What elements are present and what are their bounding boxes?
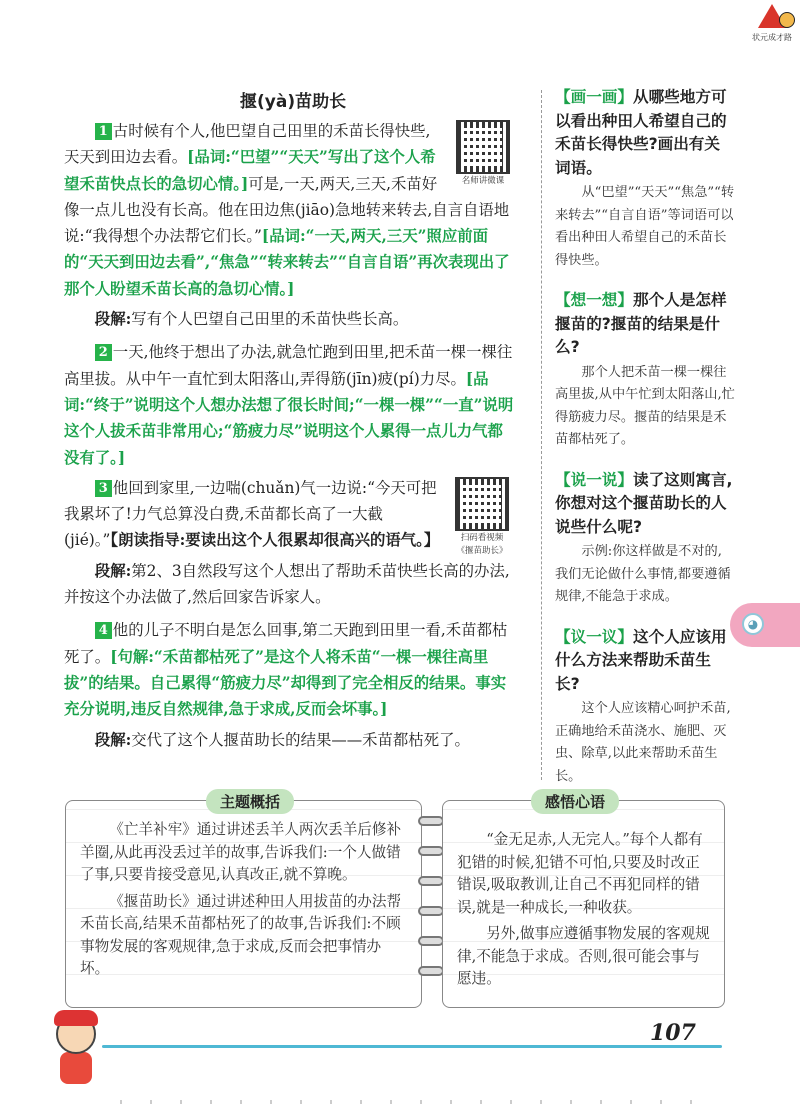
sidebar-tag: 【画一画】 [555, 88, 633, 106]
box-paragraph: “金无足赤,人无完人。”每个人都有犯错的时候,犯错不可怕,只要及时改正错误,吸取教训,让自己不再犯同样的错误,就是一种成长,一种收获。 [457, 831, 703, 916]
summary-label: 段解: [94, 561, 132, 580]
paragraph-4 [64, 617, 518, 722]
paragraph-2 [64, 339, 518, 470]
paragraph-number: 1 [95, 123, 112, 140]
qr-caption-1: 名师讲微课 [461, 176, 505, 186]
ring-icon [418, 846, 444, 856]
sidebar-item-draw [555, 86, 735, 272]
sentence-analysis-note: [句解:“禾苗都枯死了”是这个人将禾苗“一棵一棵往高里拔”的结果。自己累得“筋疲力尽”却得到了完全相反的结果。事实充分说明,违反自然规律,急于求成,反而会坏事。] [64, 647, 507, 719]
footer-line [102, 1045, 722, 1048]
text-segment: 古时候有个人,他巴望自己田里的禾苗长得快些,天天到田边去看。 [64, 122, 431, 167]
sidebar-tag: 【想一想】 [555, 291, 633, 309]
logo-face-icon [779, 12, 795, 28]
qr-code-1[interactable] [448, 120, 518, 192]
sidebar-item-discuss [555, 626, 735, 789]
sidebar-answer: 从“巴望”“天天”“焦急”“转来转去”“自言自语”等词语可以看出种田人希望自己的禾苗长得快些。 [555, 185, 735, 268]
qr-caption-2b: 《揠苗助长》 [456, 545, 508, 556]
word-analysis-note: [品词:“终于”说明这个人想办法想了很长时间;“一棵一棵”“一直”说明这个人拔禾苗非常用心;“筋疲力尽”说明这个人累得一点儿力气都没有了。] [64, 369, 514, 467]
paragraph-1 [64, 118, 518, 302]
logo-triangle-icon [758, 4, 786, 28]
text-segment: 可是,一天,两天,三天,禾苗好像一点儿也没有长高。他在田边焦(jiāo)急地转来转去,自言自语地说:“我得想个办法帮它们长。” [64, 174, 510, 246]
summary-label: 段解: [94, 730, 132, 749]
mascot-face-icon: ◕ [742, 613, 764, 635]
theme-summary-box [65, 793, 422, 1008]
box-title: 感悟心语 [531, 789, 619, 814]
sidebar-tag: 【议一议】 [555, 627, 633, 646]
ring-icon [418, 906, 444, 916]
sidebar-questions [555, 86, 735, 805]
sidebar-tag: 【说一说】 [555, 470, 633, 489]
paragraph-number: 4 [95, 622, 112, 639]
summary-text: 第2、3自然段写这个人想出了帮助禾苗快些长高的办法,并按这个办法做了,然后回家告诉家人。 [64, 561, 510, 607]
summary-label: 段解: [94, 310, 132, 329]
sidebar-question [555, 469, 735, 540]
text-segment: 他的儿子不明白是怎么回事,第二天跑到田里一看,禾苗都枯死了。 [64, 621, 508, 666]
question-text: 从哪些地方可以看出种田人希望自己的禾苗长得快些?画出有关词语。 [555, 88, 727, 177]
paragraph-summary-3 [64, 558, 518, 611]
column-divider [541, 90, 542, 780]
paragraph-number: 2 [95, 344, 112, 361]
word-analysis-note: [品词:“一天,两天,三天”照应前面的“天天到田边去看”,“焦急”“转来转去”“自言自语”再次表现出了那个人盼望禾苗长高的急切心情。] [64, 227, 510, 298]
paragraph-summary-4 [64, 727, 518, 753]
mascot-hat-icon [54, 1010, 98, 1026]
article-body [64, 118, 518, 760]
question-text: 读了这则寓言,你想对这个揠苗助长的人说些什么呢? [555, 470, 733, 536]
sidebar-item-think [555, 289, 735, 452]
ring-icon [418, 876, 444, 886]
page-title: 揠(yà)苗助长 [240, 92, 347, 112]
box-title: 主题概括 [206, 789, 294, 814]
text-segment: 一天,他终于想出了办法,就急忙跑到田里,把禾苗一棵一棵往高里拔。从中午一直忙到太阳落山,弄得筋(jīn)疲(pí)力尽。 [64, 343, 513, 388]
sidebar-answer: 示例:你这样做是不对的,我们无论做什么事情,都要遵循规律,不能急于求成。 [555, 544, 731, 604]
logo-text: 状元成才路 [752, 33, 792, 42]
sidebar-question [555, 86, 735, 180]
box-body [457, 829, 710, 995]
reflection-box [442, 793, 725, 1008]
ring-icon [418, 816, 444, 826]
qr-code-icon [456, 120, 510, 174]
box-body [80, 819, 407, 985]
side-tab[interactable] [730, 603, 800, 647]
sidebar-item-say [555, 469, 735, 609]
question-text: 这个人应该用什么方法来帮助禾苗生长? [555, 627, 727, 693]
summary-text: 交代了这个人揠苗助长的结果——禾苗都枯死了。 [131, 730, 470, 749]
paragraph-3 [64, 475, 518, 554]
sidebar-question [555, 289, 735, 360]
question-text: 那个人是怎样揠苗的?揠苗的结果是什么? [555, 291, 727, 356]
qr-code-icon [455, 477, 509, 531]
text-segment: 他回到家里,一边喘(chuǎn)气一边说:“今天可把我累坏了!力气总算没白费,禾苗都长高了一大截(jié)。” [64, 478, 437, 550]
footer-dots [120, 1100, 720, 1104]
mascot-body-icon [60, 1052, 92, 1084]
ring-icon [418, 966, 444, 976]
qr-caption-2a: 扫码看视频 [460, 532, 504, 543]
paragraph-number: 3 [95, 480, 112, 497]
reading-guidance-note: 【朗读指导:要读出这个人很累却很高兴的语气。】 [110, 531, 440, 550]
publisher-logo [748, 4, 796, 48]
word-analysis-note: [品词:“巴望”“天天”写出了这个人希望禾苗快点长的急切心情。] [64, 148, 436, 193]
qr-code-2[interactable] [446, 477, 518, 557]
ring-icon [418, 936, 444, 946]
sidebar-question [555, 626, 735, 697]
box-paragraph: 《揠苗助长》通过讲述种田人用拔苗的办法帮禾苗长高,结果禾苗都枯死了的故事,告诉我们:不顾事物发展的客观规律,急于求成,反而会把事情办坏。 [80, 892, 402, 977]
mascot-illustration [40, 1010, 112, 1090]
page-number: 107 [650, 1020, 696, 1046]
sidebar-answer: 这个人应该精心呵护禾苗,正确地给禾苗浇水、施肥、灭虫、除草,以此来帮助禾苗生长。 [555, 701, 731, 784]
summary-text: 写有个人巴望自己田里的禾苗快些长高。 [131, 310, 409, 329]
sidebar-answer: 那个人把禾苗一棵一棵往高里拔,从中午忙到太阳落山,忙得筋疲力尽。揠苗的结果是禾苗都枯死了。 [555, 364, 735, 447]
paragraph-summary-1 [64, 306, 518, 332]
box-paragraph: 另外,做事应遵循事物发展的客观规律,不能急于求成。否则,很可能会事与愿违。 [457, 925, 710, 987]
box-paragraph: 《亡羊补牢》通过讲述丢羊人两次丢羊后修补羊圈,从此再没丢过羊的故事,告诉我们:一个人做错了事,只要肯接受意见,认真改正,就不算晚。 [80, 821, 402, 883]
